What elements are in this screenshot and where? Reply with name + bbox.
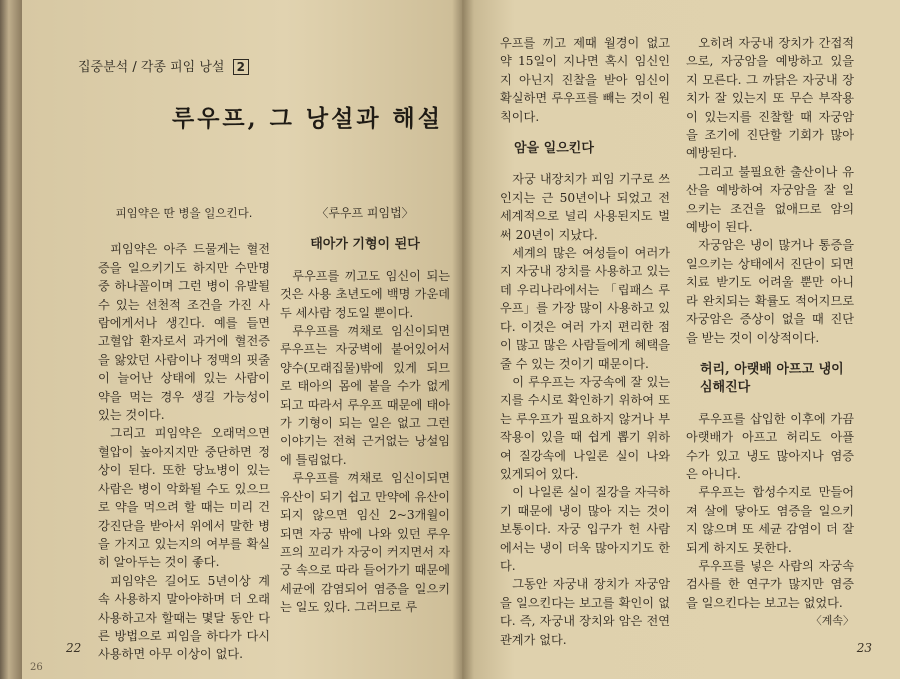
section-heading: 태아가 기형이 된다: [310, 237, 420, 253]
page-number-right: 23: [856, 641, 872, 655]
paragraph: 우프를 끼고 제때 월경이 없고 약 15일이 지나면 혹시 임신인지 아닌지 진찰을 받아 임신이 확실하면 루우프를 빼는 것이 원칙이다.: [500, 36, 670, 124]
paragraph: 루우프를 끼고도 임신이 되는 것은 사용 초년도에 백명 가운데 두 세사람 정도일 뿐이다.: [280, 268, 450, 320]
article-title: 루우프, 그 낭설과 해설: [172, 105, 443, 132]
section-subheading: 〈루우프 피임법〉: [316, 206, 414, 220]
left-page: [22, 0, 462, 679]
series-number-badge: 2: [233, 59, 249, 75]
series-header: [78, 56, 249, 75]
paragraph: 루우프를 넣은 사람의 자궁속 검사를 한 연구가 많지만 염증을 일으킨다는 보고는 없었다.: [686, 558, 854, 610]
book-gutter-shadow: [452, 0, 474, 679]
paragraph: 루우프를 삽입한 이후에 가끔 아랫배가 아프고 허리도 아플 수가 있고 냉도 많아지나 염증은 아니다.: [686, 411, 854, 481]
paragraph: 오히려 자궁내 장치가 간접적으로, 자궁암을 예방하고 있을지 모른다. 그 까닭은 자궁내 장치가 잘 있는지 또 무슨 부작용이 있는지를 진찰할 때 자궁암을 조기에 진단할 기회가 많아 예방된다.: [686, 36, 854, 161]
left-column-1: [98, 204, 270, 664]
page-number-left: 22: [66, 641, 82, 655]
right-page: [462, 0, 900, 679]
paragraph: 자궁암은 냉이 많거나 통증을 일으키는 상태에서 진단이 되면 치료 받기도 어려울 뿐만 아니라 완치되는 확률도 적어지므로 자궁암은 증상이 없을 때 진단을 받는 것이 이상적이다.: [686, 238, 854, 345]
book-page-edges: [0, 0, 22, 679]
section-heading: 암을 일으킨다: [514, 141, 594, 157]
paragraph: 그동안 자궁내 장치가 자궁암을 일으킨다는 보고를 확인이 없다. 즉, 자궁내 장치와 암은 전연 관계가 없다.: [500, 577, 670, 647]
series-label: 집중분석 / 각종 피임 낭설: [78, 60, 225, 75]
paragraph: 루우프는 합성수지로 만들어져 살에 닿아도 염증을 일으키지 않으며 또 세균 감염이 더 잘 되게 하지도 못한다.: [686, 485, 854, 555]
paragraph: 이 루우프는 자궁속에 잘 있는지를 수시로 확인하기 위하여 또는 루우프가 필요하지 않거나 부작용이 있을 때 쉽게 뽑기 위하여 질강속에 나일론 실이 나와 있게되어 있다.: [500, 374, 670, 481]
left-column-2: [280, 204, 450, 617]
paragraph: 세계의 많은 여성들이 여러가지 자궁내 장치를 사용하고 있는데 우리나라에서는 「립패스 루우프」를 가장 많이 사용하고 있다. 이것은 여러 가지 편리한 점이 많고 많은 사람들에게 혜택을 줄 수 있는 것이기 때문이다.: [500, 246, 670, 371]
paragraph: 그리고 불필요한 출산이나 유산을 예방하여 자궁암을 잘 일으키는 조건을 없애므로 암의 예방이 된다.: [686, 164, 854, 235]
paragraph: 루우프를 껴채로 임신이되면 루우프는 자궁벽에 붙어있어서 양수(모래집물)밖에 있게 되므로 태아의 몸에 붙을 수가 없게 되고 따라서 루우프 때문에 태아가 기형이 되는 일은 없고 그런 이야기는 전혀 근거없는 낭설임에 틀림없다.: [280, 324, 450, 467]
section-heading: 허리, 아랫배 아프고 냉이 심해진다: [700, 361, 844, 396]
right-column-2: [686, 34, 854, 631]
edge-stamp: 26: [30, 662, 43, 673]
continued-marker: 〈계속〉: [810, 614, 854, 628]
right-column-1: [500, 34, 670, 649]
paragraph: 피임약은 아주 드물게는 혈전증을 일으키기도 하지만 수만명중 하나꼴이며 그런 병이 유발될 수 있는 선천적 조건을 가진 사람에게서나 생긴다. 예를 들면 고혈압 환자로서 과거에 혈전증을 앓았던 사람이나 정맥의 핏줄이 늘어난 상태에 있는 사람이 약을 먹는 경우 생길 가능성이 있는 것이다.: [98, 242, 270, 423]
lead-heading: 피임약은 딴 병을 일으킨다.: [115, 206, 253, 220]
paragraph: 피임약은 길어도 5년이상 계속 사용하지 말아야하며 더 오래 사용하고자 할때는 몇달 동안 다른 방법으로 피임을 하다가 다시 사용하면 아무 이상이 없다.: [98, 573, 270, 662]
paragraph: 이 나일론 실이 질강을 자극하기 때문에 냉이 많아 지는 것이 보통이다. 자궁 입구가 헌 사람에서는 냉이 더욱 많아지기도 한다.: [500, 485, 670, 573]
paragraph: 루우프를 껴채로 임신이되면 유산이 되기 쉽고 만약에 유산이 되지 않으면 임신 2~3개월이 되면 자궁 밖에 나와 있던 루우프의 꼬리가 자궁이 커지면서 자궁 속으로 따라 들어가기 때문에 세균에 감염되어 염증을 일으키는 일도 있다. 그러므로 루: [280, 471, 450, 615]
paragraph: 자궁 내장치가 피임 기구로 쓰인지는 근 50년이나 되었고 전세계적으로 널리 사용된지도 벌써 20년이 지났다.: [500, 172, 670, 242]
paragraph: 그리고 피임약은 오래먹으면 혈압이 높아지지만 중단하면 정상이 된다. 또한 당뇨병이 있는 사람은 병이 악화될 수도 있으므로 약을 먹으려 할 때는 미리 건강진단을 받아서 위에서 말한 병을 가지고 있는지의 여부를 확실히 알아두는 것이 좋다.: [98, 426, 270, 570]
